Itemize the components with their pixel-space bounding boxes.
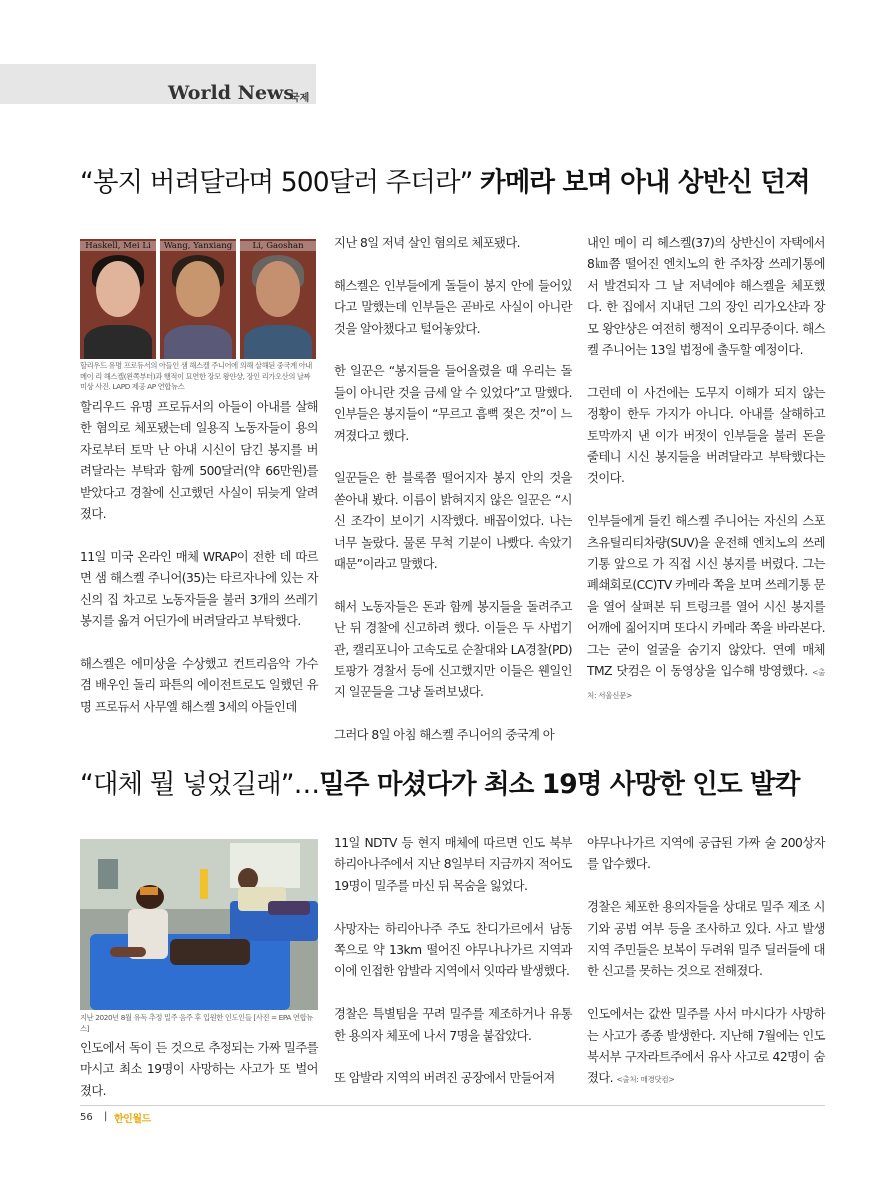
paragraph: 해스켈은 인부들에게 돌들이 봉지 안에 들어있다고 말했는데 인부들은 곧바로 사실이 아니란 것을 알아챘다고 털어놓았다. <box>334 278 572 336</box>
article2-column-3 <box>587 833 825 1091</box>
article1-headline-quote: “봉지 버려달라며 500달러 주더라” <box>80 167 473 198</box>
paragraph: 인도에서 독이 든 것으로 추정되는 가짜 밀주를 마시고 최소 19명이 사망하는 사고가 또 벌어졌다. <box>80 1041 318 1098</box>
article1-headline-main: 카메라 보며 아내 상반신 던져 <box>480 167 810 198</box>
paragraph: 해서 노동자들은 돈과 함께 봉지들을 돌려주고 난 뒤 경찰에 신고하려 했다. 이들은 두 사법기관, 캘리포니아 고속도로 순찰대와 LA경찰(PD) 토팡가 경찰서 등에 신고했지만 이들은 웬일인지 일꾼들을 그냥 돌려보냈다. <box>334 599 572 700</box>
paragraph: 경찰은 체포한 용의자들을 상대로 밀주 제조 시기와 공범 여부 등을 조사하고 있다. 사고 발생 지역 주민들은 보복이 두려워 밀주 딜러들에 대한 신고를 못하는 것으로 전해졌다. <box>587 900 825 979</box>
paragraph: 한 일꾼은 “봉지들을 들어올렸을 때 우리는 돌들이 아니란 것을 금세 알 수 있었다”고 말했다. 인부들은 봉지들이 “무르고 흠뻑 젖은 것”이 느껴졌다고 했다. <box>334 364 572 443</box>
paragraph: 일꾼들은 한 블록쯤 떨어지자 봉지 안의 것을 쏟아내 봤다. 이름이 밝혀지지 않은 일꾼은 “시신 조각이 보이기 시작했다. 배꼽이었다. 나는 너무 놀랐다. 물론 무척 기분이 나빴다. 속았기 때문”이라고 말했다. <box>334 471 572 572</box>
mugshot-name: Haskell, Mei Li <box>80 241 156 251</box>
paragraph: 사망자는 하리아나주 주도 찬디가르에서 남동쪽으로 약 13km 떨어진 야무나나가르 지역과 이에 인접한 암발라 지역에서 잇따라 발생했다. <box>334 921 572 979</box>
paragraph: 할리우드 유명 프로듀서의 아들이 아내를 살해한 혐의로 체포됐는데 일용직 노동자들이 용의자로부터 토막 난 아내 시신이 담긴 봉지를 버려달라는 부탁과 함께 500달러(약 66만원)를 받았다고 경찰에 신고했던 사실이 뒤늦게 알려졌다. <box>80 400 318 522</box>
paragraph: 그런데 이 사건에는 도무지 이해가 되지 않는 정황이 한두 가지가 아니다. 아내를 살해하고 토막까지 낸 이가 버젓이 인부들을 불러 돈을 줄테니 시신 봉지들을 버려달라고 부탁했다는 것이다. <box>587 385 825 486</box>
page-number: 56 <box>80 1112 93 1123</box>
article2-source: <출처: 매경닷컴> <box>616 1075 675 1085</box>
article2-headline-quote: “대체 뭘 넣었길래”… <box>80 769 320 800</box>
article1-source: <출처: 서울신문> <box>587 668 826 700</box>
paragraph: 경찰은 특별팀을 꾸려 밀주를 제조하거나 유통한 용의자 체포에 나서 7명을 붙잡았다. <box>334 1007 572 1043</box>
section-title: World News <box>168 82 295 104</box>
paragraph <box>587 511 825 706</box>
article2-column-1 <box>80 1038 318 1102</box>
mugshot-wang-yanxiang <box>160 239 236 359</box>
article1-column-1 <box>80 397 318 718</box>
article2-photo <box>80 839 318 1010</box>
paragraph <box>587 1004 825 1091</box>
mugshot-name: Li, Gaoshan <box>240 241 316 251</box>
mugshot-li-gaoshan <box>240 239 316 359</box>
paragraph-text: 인도에서는 값싼 밀주를 사서 마시다가 사망하는 사고가 종종 발생한다. 지난해 7월에는 인도 북서부 구자라트주에서 유사 사고로 42명이 숨졌다. <box>587 1007 825 1086</box>
article1-photo <box>80 239 316 359</box>
section-subtitle: 국제 <box>290 93 310 104</box>
article2-photo-caption: 지난 2020년 8월 유독 추정 밀주 음주 후 입원한 인도인들 [사진 = EPA 연합뉴스] <box>80 1013 313 1033</box>
article1-column-2 <box>334 233 572 747</box>
article2-headline <box>80 762 799 801</box>
mugshot-name: Wang, Yanxiang <box>160 241 236 251</box>
magazine-logo: 한인월드 <box>114 1114 151 1125</box>
paragraph: 11일 NDTV 등 현지 매체에 따르면 인도 북부 하리아나주에서 지난 8일부터 지금까지 적어도 19명이 밀주를 마신 뒤 목숨을 잃었다. <box>334 836 572 893</box>
footer-divider <box>80 1105 825 1106</box>
article1-column-3 <box>587 233 825 706</box>
paragraph-text: 인부들에게 들킨 해스켈 주니어는 자신의 스포츠유틸리티차량(SUV)을 운전해 엔치노의 쓰레기통 앞으로 가 직접 시신 봉지를 버렸다. 그는 폐쇄회로(CC)TV 카메라 쪽을 보며 쓰레기통 문을 열어 살펴본 뒤 트렁크를 열어 시신 봉지를 어깨에 짊어지며 또다시 카메라 쪽을 바라본다. 그는 굳이 얼굴을 숨기지 않았다. 연예 매체 TMZ 닷컴은 이 동영상을 입수해 방영했다. <box>587 514 825 679</box>
paragraph: 내인 메이 리 헤스켈(37)의 상반신이 자택에서 8㎞쯤 떨어진 엔치노의 한 주차장 쓰레기통에서 발견되자 그 날 저녁에야 해스켈을 체포했다. 한 집에서 지내던 그의 장인 리가오샨과 장모 왕얀샹은 여전히 행적이 오리무중이다. 해스켈 주니어는 13일 법정에 출두할 예정이다. <box>587 236 825 358</box>
article2-headline-main: 밀주 마셨다가 최소 19명 사망한 인도 발칵 <box>319 769 800 800</box>
footer-separator: | <box>104 1111 108 1122</box>
article2-column-2 <box>334 833 572 1090</box>
paragraph: 해스켈은 에미상을 수상했고 컨트리음악 가수 겸 배우인 돌리 파튼의 에이전트로도 일했던 유명 프로듀서 사무엘 해스켈 3세의 아들인데 <box>80 656 318 714</box>
article1-headline <box>80 160 810 199</box>
paragraph: 그러다 8일 아침 해스켈 주니어의 중국계 아 <box>334 728 555 743</box>
paragraph: 야무나나가르 지역에 공급된 가짜 술 200상자를 압수했다. <box>587 836 825 872</box>
paragraph: 지난 8일 저녁 살인 혐의로 체포됐다. <box>334 236 521 250</box>
paragraph: 11일 미국 온라인 매체 WRAP이 전한 데 따르면 샘 해스켈 주니어(35)는 타르자나에 있는 자신의 집 차고로 노동자들을 불러 3개의 쓰레기 봉지를 옮겨 어딘가에 버려달라고 부탁했다. <box>80 549 318 629</box>
hospital-scene-illustration <box>80 839 318 1010</box>
article1-photo-caption: 할리우드 유명 프로듀서의 아들인 샘 해스켈 주니어에 의해 살해된 중국계 아내 메이 리 해스켈(왼쪽부터)과 행적이 묘연한 장모 왕얀샹, 장인 리가오산의 날짜 미상 사진. LAPD 제공 AP 연합뉴스 <box>80 361 312 392</box>
paragraph: 또 암발라 지역의 버려진 공장에서 만들어져 <box>334 1071 555 1086</box>
mugshot-mei-li <box>80 239 156 359</box>
